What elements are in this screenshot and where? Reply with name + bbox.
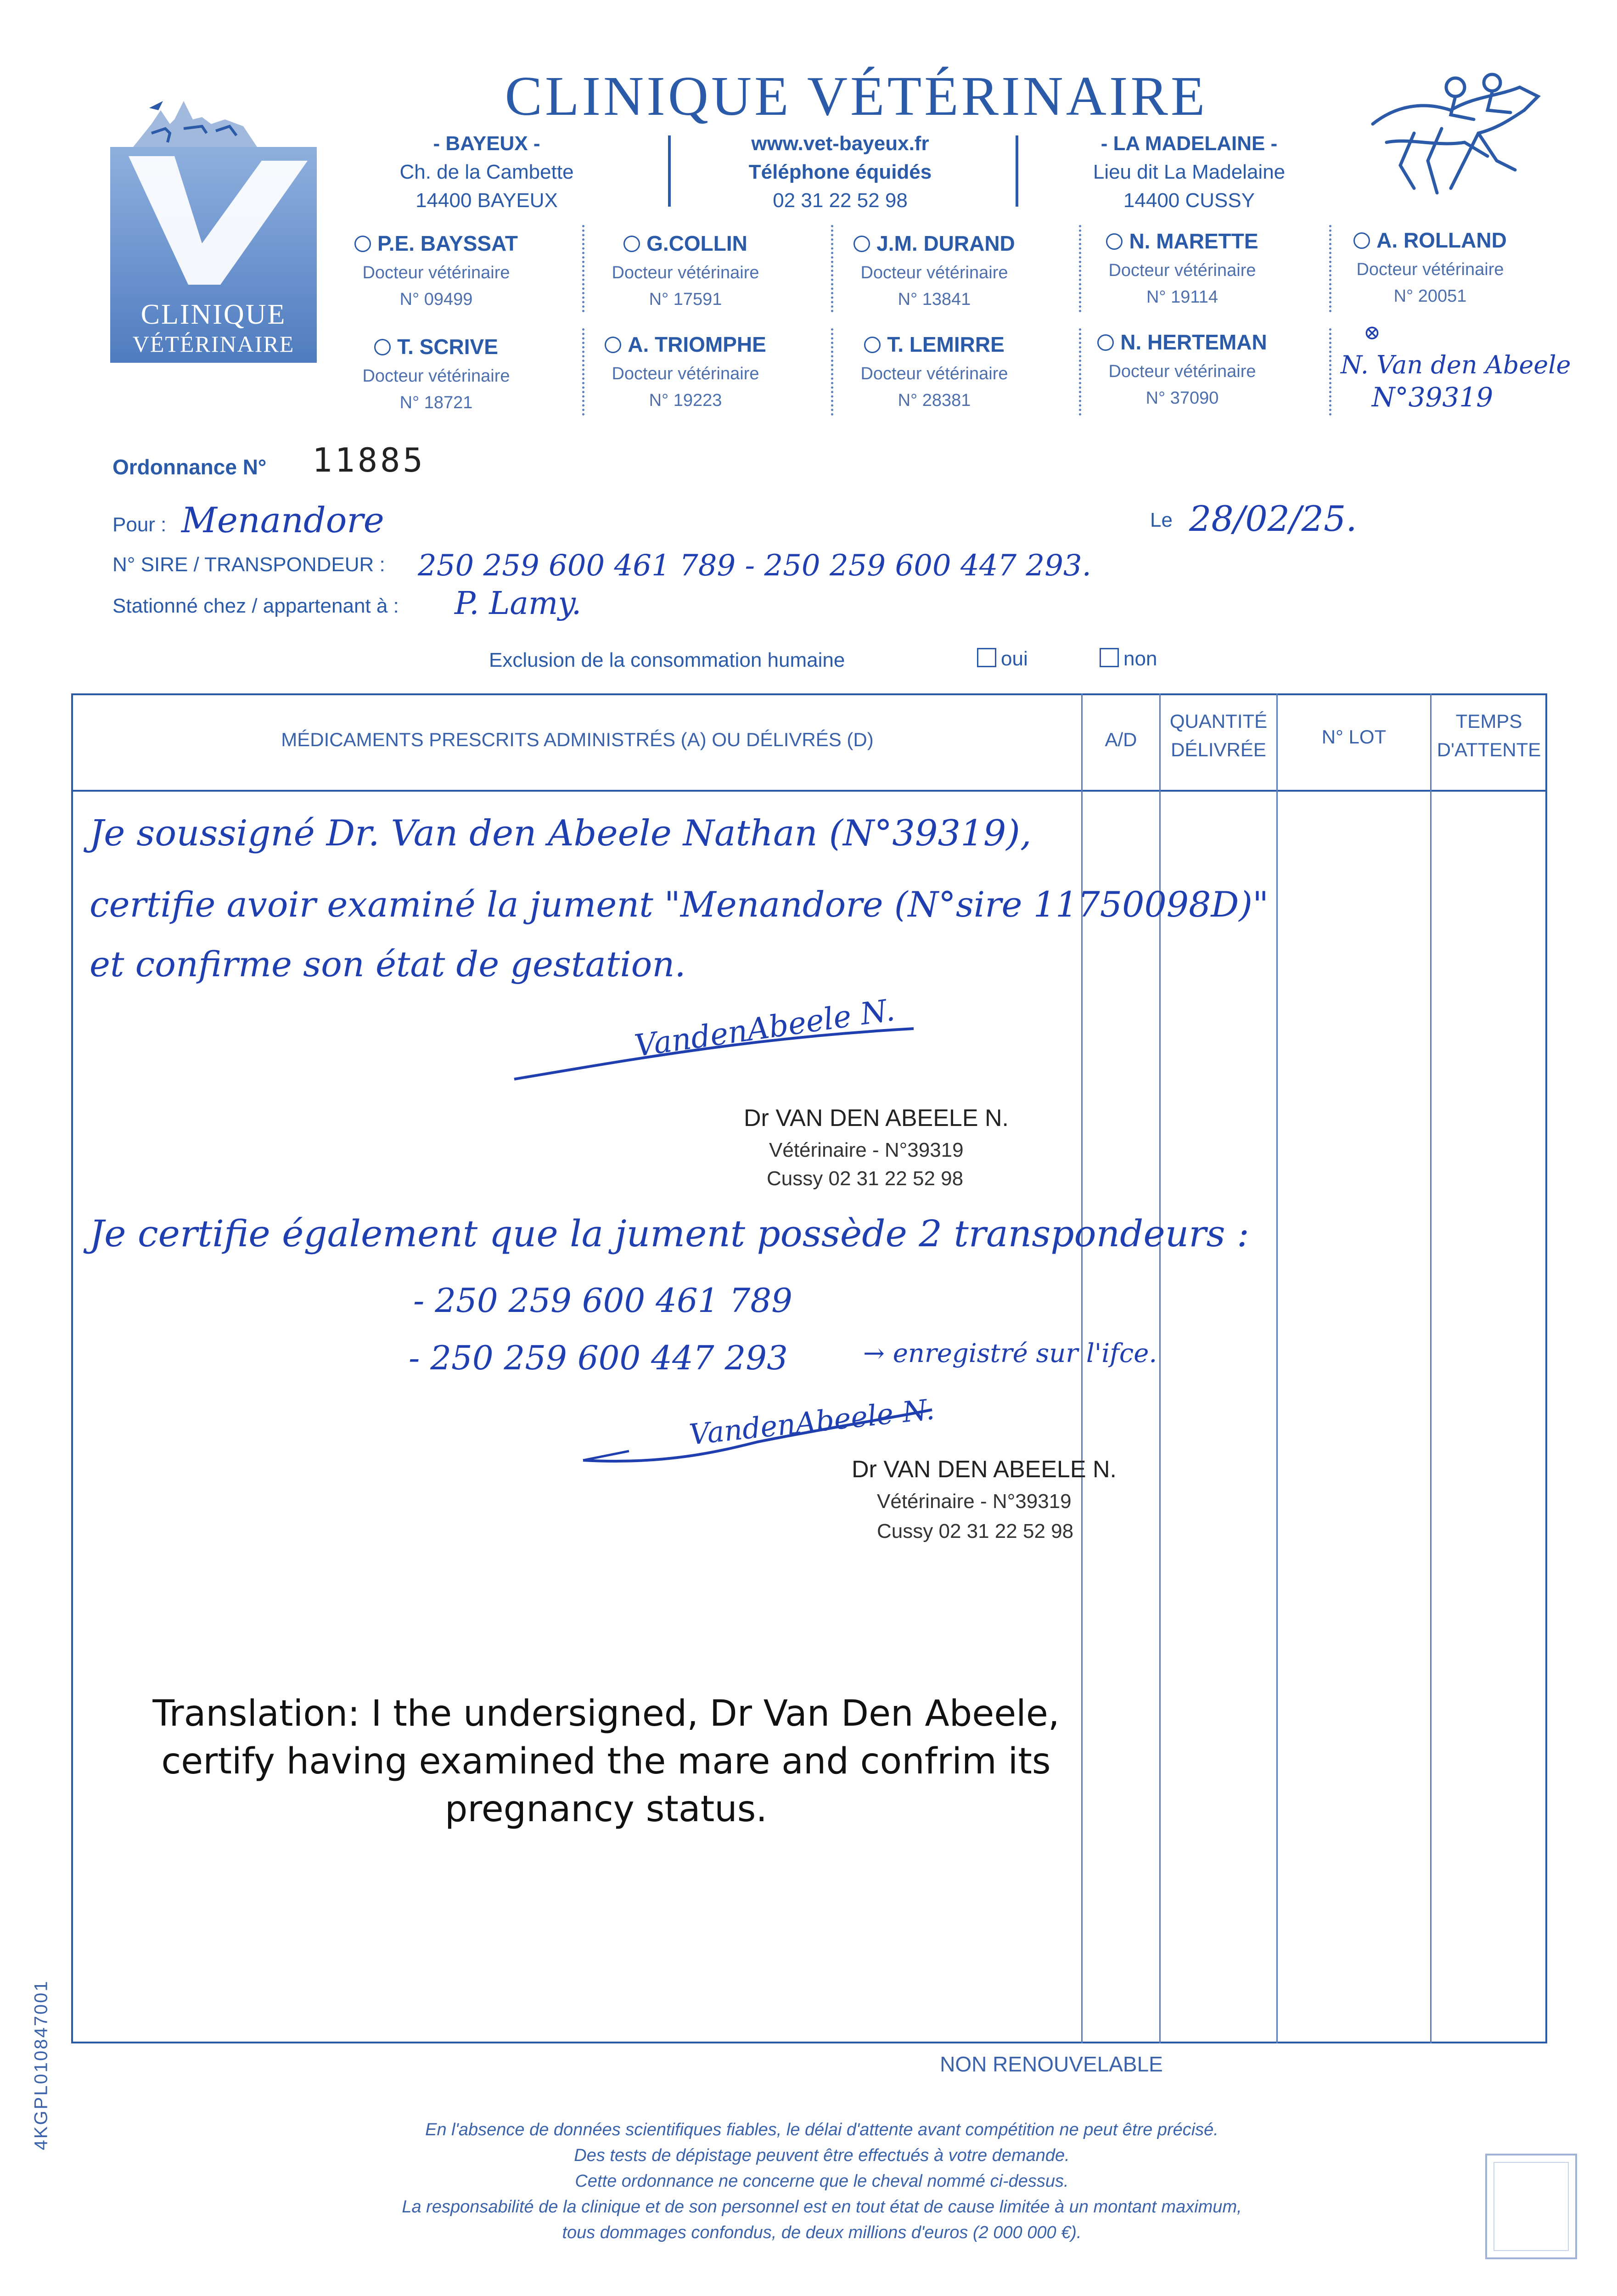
site-phone-label: Téléphone équidés (748, 161, 932, 183)
site-madelaine-name: - LA MADELAINE - (1100, 132, 1278, 155)
doctor-number: N° 19114 (1146, 287, 1218, 307)
oui-checkbox[interactable] (977, 648, 996, 667)
footer-line: La responsabilité de la clinique et de son personnel est en tout état de cause limitée à un montant maximum, (402, 2197, 1242, 2217)
doctor-number: N° 19223 (649, 391, 722, 410)
doctor-name: A. ROLLAND (1376, 228, 1507, 252)
stamp-1-phone: Cussy 02 31 22 52 98 (767, 1167, 964, 1190)
site-web: www.vet-bayeux.fr (751, 132, 929, 155)
column-divider-temps (1430, 693, 1432, 2043)
date-label: Le (1150, 509, 1173, 531)
handwritten-doctor-num: N°39319 (1371, 382, 1493, 413)
doctor-entry (1322, 224, 1538, 310)
header-temps-1: TEMPS (1455, 710, 1522, 732)
stamp-1-name: Dr VAN DEN ABEELE N. (744, 1105, 1009, 1131)
checkbox-circle-icon (354, 236, 371, 252)
handwritten-check-icon: ⊗ (1364, 321, 1381, 344)
doctor-name: A. TRIOMPHE (628, 332, 766, 356)
doctor-entry (1074, 225, 1290, 310)
owner-label: Stationné chez / appartenant à : (112, 595, 399, 617)
doctor-title: Docteur vétérinaire (860, 263, 1008, 282)
handwritten-line-6-note: → enregistré sur l'ifce. (863, 1339, 1157, 1368)
handwritten-line-6: - 250 259 600 447 293 (409, 1339, 788, 1377)
doctor-entry (826, 328, 1042, 414)
header-medicaments: MÉDICAMENTS PRESCRITS ADMINISTRÉS (A) OU DÉLIVRÉS (D) (281, 729, 874, 750)
doctor-number: N° 28381 (898, 391, 971, 410)
checkbox-circle-icon (864, 337, 881, 353)
oui-label: oui (1001, 647, 1028, 670)
handwritten-doctor-name: N. Van den Abeele (1341, 350, 1571, 379)
sire-label: N° SIRE / TRANSPONDEUR : (112, 553, 385, 576)
pour-label: Pour : (112, 513, 167, 536)
header-quantite (1161, 707, 1276, 764)
signature-1: VandenAbeele N. (632, 992, 897, 1064)
site-center (702, 129, 978, 215)
stamp-2-name: Dr VAN DEN ABEELE N. (852, 1456, 1117, 1483)
doctor-entry (328, 227, 544, 313)
header-lot: N° LOT (1321, 726, 1387, 748)
signature-2: VandenAbeele N. (687, 1392, 936, 1452)
doctor-title: Docteur vétérinaire (1108, 362, 1256, 381)
doctor-entry (578, 328, 793, 414)
checkbox-circle-icon (1353, 232, 1370, 249)
site-bayeux (376, 129, 597, 215)
checkbox-circle-icon (374, 339, 391, 355)
checkbox-circle-icon (1106, 233, 1123, 250)
stamp-1-role: Vétérinaire - N°39319 (769, 1139, 964, 1161)
doctor-number: N° 13841 (898, 290, 971, 309)
checkbox-circle-icon (1097, 334, 1114, 351)
doctor-entry (578, 227, 793, 313)
non-option[interactable] (1100, 647, 1157, 670)
side-code: 4KGPL010847001 (31, 1980, 51, 2150)
site-madelaine (1051, 129, 1327, 215)
handwritten-line-5: - 250 259 600 461 789 (413, 1281, 792, 1320)
pour-value[interactable]: Menandore (181, 500, 384, 540)
logo-animals-icon (106, 92, 321, 156)
oui-option[interactable] (977, 647, 1028, 670)
exclusion-label: Exclusion de la consommation humaine (489, 649, 845, 671)
ordonnance-number: 11885 (312, 441, 426, 479)
handwritten-line-2: certifie avoir examiné la jument "Menandore (N°sire 11750098D)" (90, 884, 1269, 925)
dotted-divider (1329, 328, 1331, 416)
table-header-divider (71, 790, 1547, 792)
checkbox-circle-icon (853, 236, 870, 252)
stamp-2-phone: Cussy 02 31 22 52 98 (877, 1520, 1074, 1542)
site-bayeux-line2: 14400 BAYEUX (415, 189, 558, 212)
header-temps (1432, 707, 1546, 764)
doctor-title: Docteur vétérinaire (612, 364, 759, 383)
site-bayeux-line1: Ch. de la Cambette (399, 161, 574, 183)
doctor-entry (1074, 326, 1290, 411)
handwritten-line-1: Je soussigné Dr. Van den Abeele Nathan (N°39319), (90, 813, 1032, 854)
doctor-name: T. LEMIRRE (887, 332, 1005, 356)
footer-line: tous dommages confondus, de deux millions d'euros (2 000 000 €). (562, 2223, 1082, 2242)
non-renouvelable: NON RENOUVELABLE (940, 2052, 1163, 2076)
clinic-logo (106, 92, 321, 372)
doctor-title: Docteur vétérinaire (1356, 260, 1504, 279)
checkbox-circle-icon (623, 236, 640, 252)
footer-disclaimer (294, 2117, 1350, 2245)
doctor-number: N° 37090 (1145, 388, 1219, 408)
logo-panel (110, 147, 317, 363)
site-madelaine-line2: 14400 CUSSY (1123, 189, 1255, 212)
doctor-name: N. HERTEMAN (1120, 330, 1267, 354)
sire-value[interactable]: 250 259 600 461 789 - 250 259 600 447 293. (418, 549, 1091, 583)
logo-text-1: CLINIQUE (140, 299, 286, 330)
doctor-name: P.E. BAYSSAT (377, 231, 518, 255)
doctor-name: T. SCRIVE (397, 335, 498, 359)
header-quantite-2: DÉLIVRÉE (1171, 739, 1266, 760)
doctor-number: N° 09499 (399, 290, 473, 309)
doctor-title: Docteur vétérinaire (362, 366, 510, 386)
header-temps-2: D'ATTENTE (1437, 739, 1541, 760)
handwritten-doctor (1341, 317, 1571, 413)
doctor-entry (328, 331, 544, 416)
logo-text-2: VÉTÉRINAIRE (132, 331, 295, 357)
doctor-name: N. MARETTE (1129, 229, 1258, 253)
footer-line: Cette ordonnance ne concerne que le cheval nommé ci-dessus. (575, 2172, 1069, 2191)
header-ad: A/D (1105, 729, 1137, 750)
stamp-2-role: Vétérinaire - N°39319 (877, 1490, 1072, 1513)
doctor-title: Docteur vétérinaire (1108, 261, 1256, 280)
header-separator-1 (668, 135, 671, 207)
site-madelaine-line1: Lieu dit La Madelaine (1093, 161, 1286, 183)
doctor-number: N° 18721 (399, 393, 473, 412)
footer-line: En l'absence de données scientifiques fiables, le délai d'attente avant compétition ne peut être précisé. (425, 2120, 1218, 2139)
date-value[interactable]: 28/02/25. (1189, 498, 1357, 539)
doctor-title: Docteur vétérinaire (860, 364, 1008, 383)
column-divider-lot (1276, 693, 1278, 2043)
site-phone: 02 31 22 52 98 (773, 189, 908, 212)
non-label: non (1123, 647, 1157, 670)
doctor-title: Docteur vétérinaire (362, 263, 510, 282)
stamp-box-icon (1485, 2154, 1577, 2259)
owner-value[interactable]: P. Lamy. (455, 585, 582, 622)
doctor-number: N° 20051 (1393, 287, 1467, 306)
translation-note: Translation: I the undersigned, Dr Van Den Abeele, certify having examined the mare and confrim its pregnancy status. (152, 1693, 1060, 1830)
handwritten-line-3: et confirme son état de gestation. (90, 944, 686, 985)
clinic-title: CLINIQUE VÉTÉRINAIRE (505, 65, 1208, 127)
header-separator-2 (1016, 135, 1018, 207)
logo-v-icon (110, 147, 317, 294)
ordonnance-label: Ordonnance N° (112, 455, 267, 479)
footer-line: Des tests de dépistage peuvent être effectués à votre demande. (574, 2146, 1070, 2165)
doctor-entry (826, 227, 1042, 313)
checkbox-circle-icon (605, 337, 621, 353)
racing-horses-icon (1359, 69, 1552, 207)
doctor-name: J.M. DURAND (876, 231, 1015, 255)
header-quantite-1: QUANTITÉ (1169, 710, 1268, 732)
doctor-title: Docteur vétérinaire (612, 263, 759, 282)
doctor-name: G.COLLIN (646, 231, 747, 255)
non-checkbox[interactable] (1100, 648, 1119, 667)
site-bayeux-name: - BAYEUX - (433, 132, 540, 155)
doctor-number: N° 17591 (649, 290, 722, 309)
handwritten-line-4: Je certifie également que la jument possède 2 transpondeurs : (90, 1212, 1249, 1255)
